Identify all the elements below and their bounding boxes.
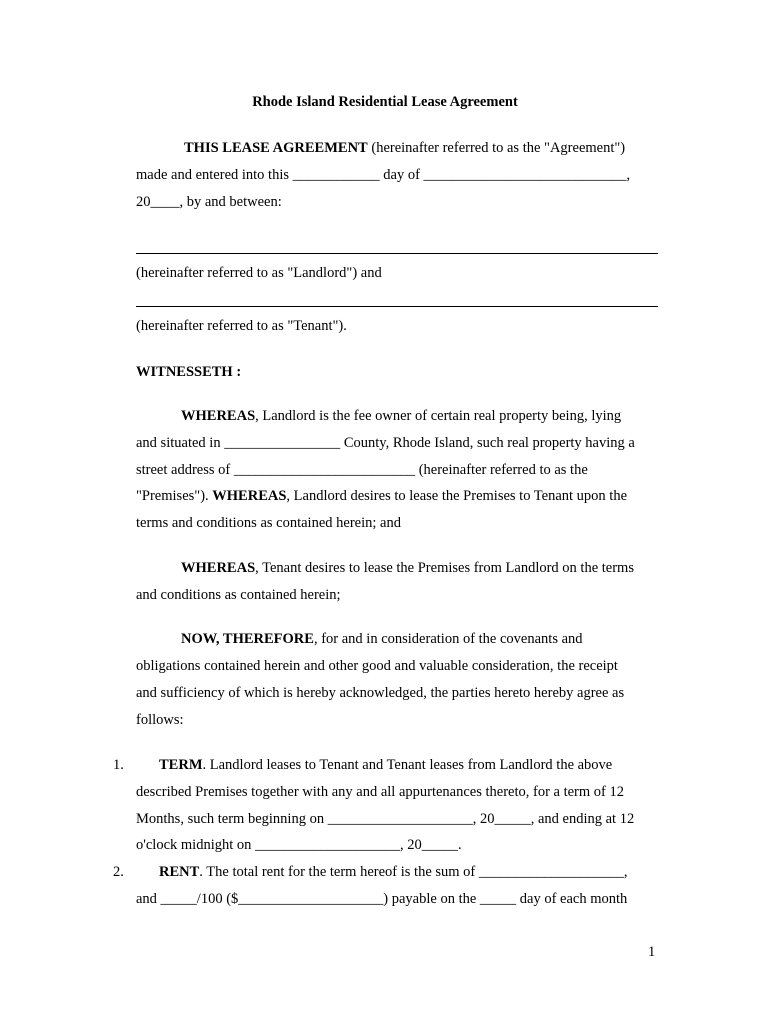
- now-therefore-line-3: and sufficiency of which is hereby acknowledged, the parties hereto hereby agree as: [136, 685, 625, 701]
- intro-line-1: THIS LEASE AGREEMENT (hereinafter referred to as the "Agreement"): [184, 140, 626, 156]
- rent-line-1: RENT. The total rent for the term hereof is the sum of ____________________,: [159, 864, 628, 880]
- whereas1-line-2: and situated in ________________ County, Rhode Island, such real property having a: [136, 435, 635, 451]
- whereas1-line-5: terms and conditions as contained herein; and: [136, 515, 401, 531]
- tenant-name-line: [136, 306, 658, 307]
- now-therefore-line-4: follows:: [136, 712, 184, 728]
- landlord-name-line: [136, 253, 658, 254]
- intro-line-3: 20____, by and between:: [136, 194, 282, 210]
- term-line-2: described Premises together with any and all appurtenances thereto, for a term of 12: [136, 784, 624, 800]
- now-therefore-line-1: NOW, THEREFORE, for and in consideration of the covenants and: [181, 631, 583, 647]
- whereas2-line-1: WHEREAS, Tenant desires to lease the Premises from Landlord on the terms: [181, 560, 634, 576]
- landlord-label: (hereinafter referred to as "Landlord") and: [136, 265, 382, 281]
- rent-line-2: and _____/100 ($____________________) payable on the _____ day of each month: [136, 891, 628, 907]
- term-line-4: o'clock midnight on ____________________, 20_____.: [136, 837, 462, 853]
- page-number: 1: [648, 944, 656, 960]
- rent-number: 2.: [113, 864, 124, 880]
- now-therefore-line-2: obligations contained herein and other good and valuable consideration, the receipt: [136, 658, 618, 674]
- whereas1-line-1: WHEREAS, Landlord is the fee owner of certain real property being, lying: [181, 408, 622, 424]
- whereas2-line-2: and conditions as contained herein;: [136, 587, 341, 603]
- tenant-label: (hereinafter referred to as "Tenant").: [136, 318, 347, 334]
- term-line-3: Months, such term beginning on ____________________, 20_____, and ending at 12: [136, 811, 635, 827]
- term-number: 1.: [113, 757, 124, 773]
- term-line-1: TERM. Landlord leases to Tenant and Tenant leases from Landlord the above: [159, 757, 613, 773]
- witnesseth-heading: WITNESSETH :: [136, 364, 242, 380]
- intro-line-2: made and entered into this ____________ day of ____________________________,: [136, 167, 631, 183]
- whereas1-line-3: street address of _________________________ (hereinafter referred to as the: [136, 462, 588, 478]
- whereas1-line-4: "Premises"). WHEREAS, Landlord desires to lease the Premises to Tenant upon the: [136, 488, 628, 504]
- document-title: Rhode Island Residential Lease Agreement: [252, 94, 518, 110]
